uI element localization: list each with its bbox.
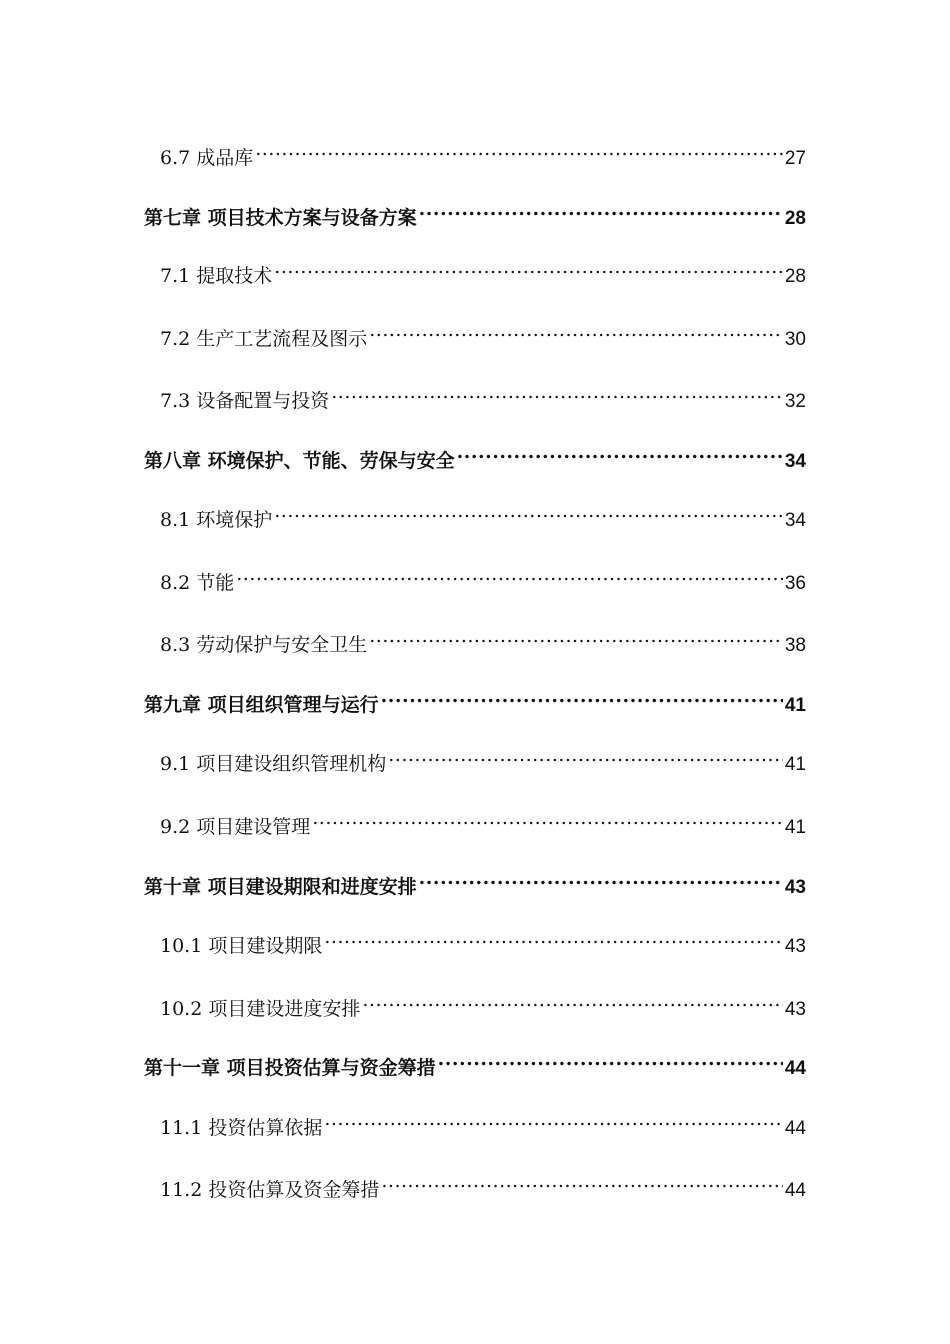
toc-dot-leader [312, 803, 783, 833]
toc-entry-page: 30 [784, 329, 806, 350]
toc-dot-leader [381, 681, 783, 711]
toc-entry-title: 6.7 成品库 [160, 147, 254, 169]
toc-entry-title: 11.2 投资估算及资金筹措 [160, 1179, 380, 1201]
toc-entry-page: 41 [784, 754, 806, 775]
toc-dot-leader [236, 559, 783, 589]
toc-entry-page: 41 [784, 695, 806, 716]
toc-dot-leader [419, 863, 783, 893]
toc-entry-10-1[interactable] [160, 922, 806, 957]
toc-entry-7-2[interactable] [160, 315, 806, 350]
toc-dot-leader [255, 134, 783, 164]
toc-entry-8-1[interactable] [160, 496, 806, 531]
toc-chapter-11[interactable] [144, 1044, 806, 1079]
toc-dot-leader [369, 315, 783, 345]
toc-entry-11-2[interactable] [160, 1166, 806, 1201]
toc-entry-page: 43 [784, 999, 806, 1020]
toc-entry-title: 11.1 投资估算依据 [160, 1117, 323, 1139]
toc-entry-page: 41 [784, 817, 806, 838]
toc-entry-11-1[interactable] [160, 1104, 806, 1139]
toc-entry-title: 7.2 生产工艺流程及图示 [160, 328, 368, 350]
toc-chapter-9[interactable] [144, 681, 806, 716]
toc-entry-page: 38 [784, 635, 806, 656]
toc-entry-9-1[interactable] [160, 740, 806, 775]
toc-entry-page: 27 [784, 148, 806, 169]
toc-dot-leader [331, 377, 783, 407]
toc-entry-9-2[interactable] [160, 803, 806, 838]
toc-entry-8-3[interactable] [160, 621, 806, 656]
toc-dot-leader [457, 437, 783, 467]
toc-dot-leader [388, 740, 783, 770]
toc-entry-page: 34 [784, 510, 806, 531]
toc-entry-page: 44 [784, 1058, 806, 1079]
toc-dot-leader [419, 194, 783, 224]
toc-entry-title: 8.1 环境保护 [160, 509, 273, 531]
toc-dot-leader [438, 1044, 783, 1074]
toc-entry-page: 44 [784, 1118, 806, 1139]
toc-entry-8-2[interactable] [160, 559, 806, 594]
toc-entry-title: 7.3 设备配置与投资 [160, 390, 330, 412]
toc-entry-title: 9.1 项目建设组织管理机构 [160, 753, 387, 775]
toc-entry-7-3[interactable] [160, 377, 806, 412]
toc-dot-leader [362, 985, 783, 1015]
toc-entry-10-2[interactable] [160, 985, 806, 1020]
toc-entry-page: 44 [784, 1180, 806, 1201]
toc-entry-page: 43 [784, 936, 806, 957]
toc-dot-leader [274, 252, 783, 282]
toc-dot-leader [324, 1104, 783, 1134]
toc-chapter-8[interactable] [144, 437, 806, 472]
toc-entry-page: 32 [784, 391, 806, 412]
toc-entry-7-1[interactable] [160, 252, 806, 287]
toc-dot-leader [324, 922, 783, 952]
toc-entry-title: 第七章 项目技术方案与设备方案 [144, 207, 417, 229]
toc-dot-leader [274, 496, 783, 526]
toc-entry-title: 8.3 劳动保护与安全卫生 [160, 634, 368, 656]
toc-entry-6-7[interactable] [160, 134, 806, 169]
toc-entry-title: 8.2 节能 [160, 572, 235, 594]
toc-entry-title: 第十一章 项目投资估算与资金筹措 [144, 1057, 436, 1079]
toc-entry-title: 9.2 项目建设管理 [160, 816, 311, 838]
toc-dot-leader [381, 1166, 783, 1196]
toc-entry-page: 43 [784, 877, 806, 898]
toc-entry-title: 第九章 项目组织管理与运行 [144, 694, 379, 716]
toc-entry-title: 10.1 项目建设期限 [160, 935, 323, 957]
toc-chapter-10[interactable] [144, 863, 806, 898]
toc-entry-title: 第八章 环境保护、节能、劳保与安全 [144, 450, 455, 472]
toc-entry-page: 34 [784, 451, 806, 472]
toc-dot-leader [369, 621, 783, 651]
toc-entry-title: 10.2 项目建设进度安排 [160, 998, 361, 1020]
toc-entry-title: 第十章 项目建设期限和进度安排 [144, 876, 417, 898]
toc-entry-page: 28 [784, 208, 806, 229]
toc-entry-page: 28 [784, 266, 806, 287]
toc-entry-page: 36 [784, 573, 806, 594]
toc-entry-title: 7.1 提取技术 [160, 265, 273, 287]
toc-chapter-7[interactable] [144, 194, 806, 229]
